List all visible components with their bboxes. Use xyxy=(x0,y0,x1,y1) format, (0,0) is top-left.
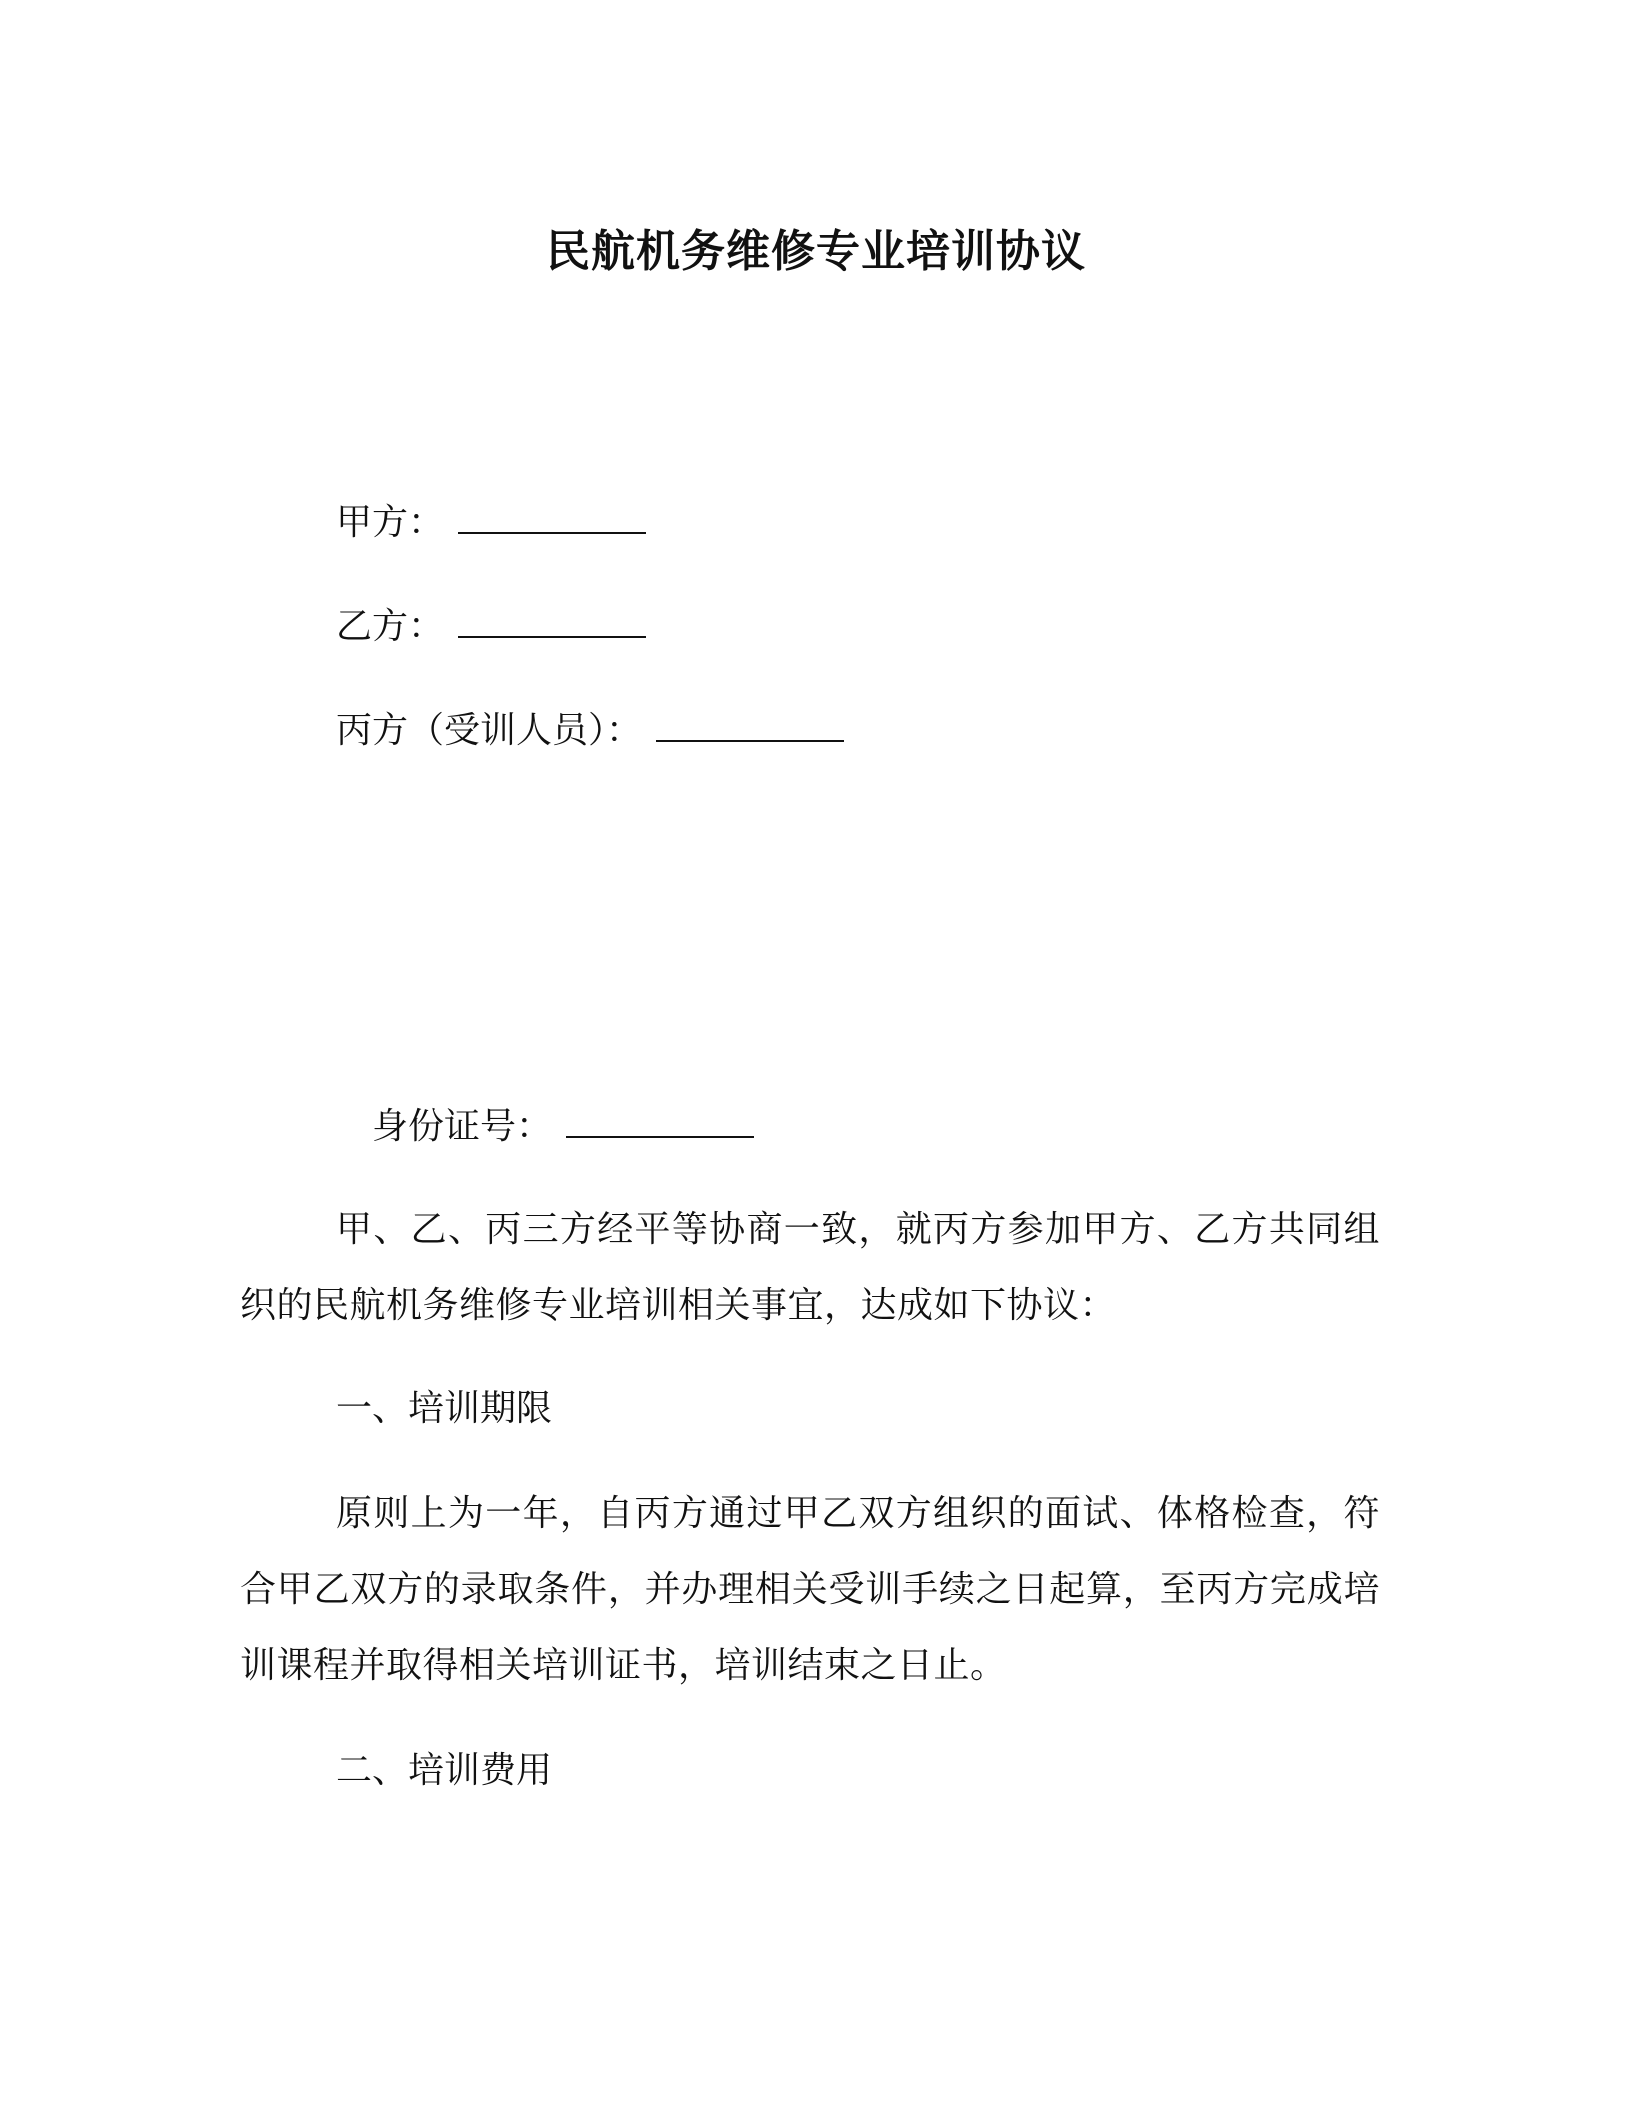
section-heading-fees: 二、培训费用 xyxy=(336,1750,553,1791)
party-a-field xyxy=(336,496,646,548)
party-a-label: 甲方： xyxy=(336,502,445,543)
section-body-term: 原则上为一年，自丙方通过甲乙双方组织的面试、体格检查，符合甲乙双方的录取条件，并办理相关受训手续之日起算，至丙方完成培训课程并取得相关培训证书，培训结束之日止。 xyxy=(240,1493,1380,1686)
section-heading-term: 一、培训期限 xyxy=(336,1388,553,1429)
party-b-blank xyxy=(458,600,646,638)
party-c-field xyxy=(336,704,844,756)
id-number-field xyxy=(372,1100,754,1152)
party-c-label: 丙方（受训人员）： xyxy=(336,710,643,751)
party-b-field xyxy=(336,600,646,652)
document-title: 民航机务维修专业培训协议 xyxy=(546,226,1086,277)
party-c-blank xyxy=(656,704,844,742)
id-number-blank xyxy=(566,1100,754,1138)
party-a-blank xyxy=(458,496,646,534)
intro-paragraph: 甲、乙、丙三方经平等协商一致，就丙方参加甲方、乙方共同组织的民航机务维修专业培训相关事宜，达成如下协议： xyxy=(240,1209,1380,1326)
party-b-label: 乙方： xyxy=(336,606,445,647)
id-number-label: 身份证号： xyxy=(372,1106,553,1147)
